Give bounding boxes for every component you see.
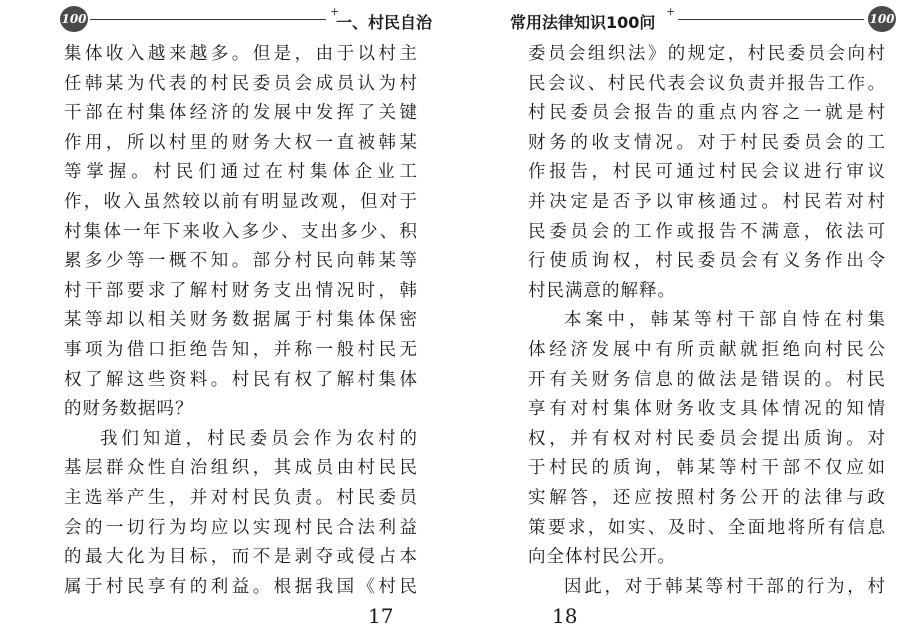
text-line: 并决定是否予以审核通过。村民若对村 xyxy=(528,192,886,212)
text-line: 集体收入越来越多。但是，由于以村主 xyxy=(64,44,418,64)
text-line: 民委员会的工作或报告不满意，依法可 xyxy=(528,221,886,242)
text-line: 等掌握。村民们通过在村集体企业工 xyxy=(64,162,418,183)
text-line: 体经济发展中有所贡献就拒绝向村民公 xyxy=(528,340,886,360)
text-line: 累多少等一概不知。部分村民向韩某等 xyxy=(64,251,418,272)
text-line: 任韩某为代表的村民委员会成员认为村 xyxy=(64,73,418,94)
text-line: 的最大化为目标，而不是剥夺或侵占本 xyxy=(64,547,418,568)
text-line: 村民满意的解释。 xyxy=(528,280,676,301)
header-plus-mark: + xyxy=(666,5,676,18)
header-rule xyxy=(678,19,864,20)
right-running-header xyxy=(510,4,896,34)
text-line: 主选举产生，并对村民负责。村民委员 xyxy=(64,488,418,508)
page-number: 17 xyxy=(368,604,394,628)
section-title: 一、村民自治 xyxy=(336,13,433,32)
text-line: 委员会组织法》的规定，村民委员会向村 xyxy=(528,44,886,64)
text-line: 某等却以相关财务数据属于村集体保密 xyxy=(64,310,418,331)
header-rule xyxy=(90,19,326,20)
text-line: 向全体村民公开。 xyxy=(528,547,676,568)
text-line: 村民委员会报告的重点内容之一就是村 xyxy=(528,103,886,124)
text-line: 享有对村集体财务收支具体情况的知情 xyxy=(528,399,886,420)
text-line: 村干部要求了解村财务支出情况时，韩 xyxy=(64,280,418,301)
paragraph-first-line: 本案中，韩某等村干部自恃在村集 xyxy=(564,310,886,331)
text-line: 权了解这些资料。村民有权了解村集体 xyxy=(64,369,418,390)
paragraph-first-line: 因此，对于韩某等村干部的行为，村 xyxy=(564,576,886,597)
paragraph-first-line: 我们知道，村民委员会作为农村的 xyxy=(100,428,418,449)
header-plus-mark: + xyxy=(330,5,340,18)
left-running-header xyxy=(60,4,446,34)
text-line: 事项为借口拒绝告知，并称一般村民无 xyxy=(64,340,418,360)
text-line: 民会议、村民代表会议负责并报告工作。 xyxy=(528,73,886,94)
text-line: 属于村民享有的利益。根据我国《村民 xyxy=(64,576,418,597)
book-title: 常用法律知识100问 xyxy=(510,13,656,32)
text-line: 会的一切行为均应以实现村民合法利益 xyxy=(64,517,418,538)
series-badge-icon: 100 xyxy=(60,6,88,32)
text-line: 村集体一年下来收入多少、支出多少、积 xyxy=(64,221,418,242)
page-number: 18 xyxy=(552,604,578,628)
text-line: 作，收入虽然较以前有明显改观，但对于 xyxy=(64,192,418,212)
text-line: 策要求，如实、及时、全面地将所有信息 xyxy=(528,517,886,538)
text-line: 基层群众性自治组织，其成员由村民民 xyxy=(64,458,418,479)
text-line: 权，并有权对村民委员会提出质询。对 xyxy=(528,428,886,449)
text-line: 开有关财务信息的做法是错误的。村民 xyxy=(528,369,886,390)
text-line: 作报告，村民可通过村民会议进行审议 xyxy=(528,162,886,183)
text-line: 实解答，还应按照村务公开的法律与政 xyxy=(528,488,886,508)
text-line: 的财务数据吗？ xyxy=(64,399,194,420)
text-line: 行使质询权，村民委员会有义务作出令 xyxy=(528,251,886,272)
text-line: 作用，所以村里的财务大权一直被韩某 xyxy=(64,132,418,153)
text-line: 财务的收支情况。对于村民委员会的工 xyxy=(528,132,886,153)
text-line: 于村民的质询，韩某等村干部不仅应如 xyxy=(528,458,886,479)
series-badge-icon: 100 xyxy=(868,6,896,32)
text-line: 干部在村集体经济的发展中发挥了关键 xyxy=(64,103,418,124)
